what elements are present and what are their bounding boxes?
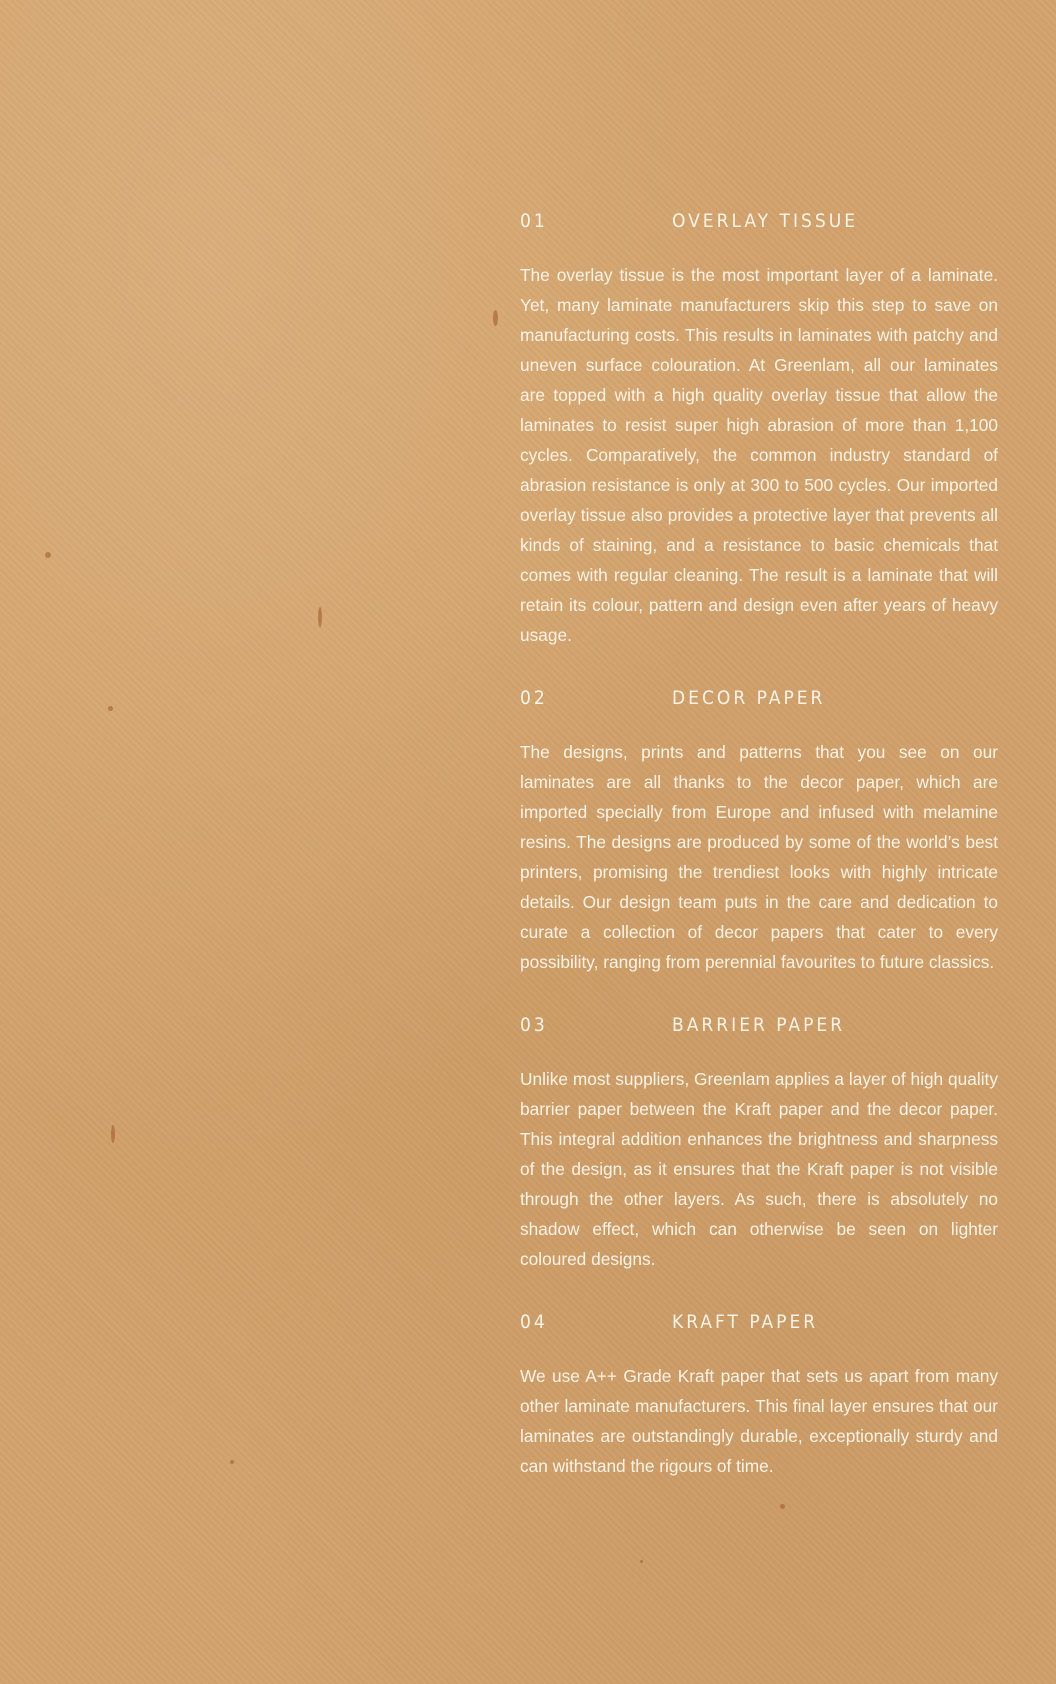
section-kraft-paper: [520, 1311, 998, 1481]
section-body: The designs, prints and patterns that you see on our laminates are all thanks to the decor paper, which are imported specially from Europe and infused with melamine resins. The designs are produced by some of the world’s best printers, promising the trendiest looks with highly intricate details. Our design team puts in the care and dedication to curate a collection of decor papers that cater to every possibility, ranging from perennial favourites to future classics.: [520, 742, 998, 972]
section-overlay-tissue: [520, 210, 998, 650]
section-title: OVERLAY TISSUE: [672, 210, 859, 232]
paper-speck: [111, 1125, 115, 1143]
section-number: 03: [520, 1014, 548, 1036]
paper-speck: [318, 607, 322, 627]
paper-speck: [640, 1560, 643, 1563]
section-body: Unlike most suppliers, Greenlam applies a layer of high quality barrier paper between the Kraft paper and the decor paper. This integral addition enhances the brightness and sharpness of the design, as it ensures that the Kraft paper is not visible through the other layers. As such, there is absolutely no shadow effect, which can otherwise be seen on lighter coloured designs.: [520, 1069, 998, 1269]
section-number: 04: [520, 1311, 548, 1333]
section-decor-paper: [520, 687, 998, 977]
section-number: 01: [520, 210, 548, 232]
paper-speck: [493, 310, 498, 326]
section-barrier-paper: [520, 1014, 998, 1274]
section-title: DECOR PAPER: [672, 687, 826, 709]
paper-speck: [230, 1460, 234, 1464]
paper-speck: [45, 552, 51, 558]
section-body: The overlay tissue is the most important layer of a laminate. Yet, many laminate manufacturers skip this step to save on manufacturing costs. This results in laminates with patchy and uneven surface colouration. At Greenlam, all our laminates are topped with a high quality overlay tissue that allow the laminates to resist super high abrasion of more than 1,100 cycles. Comparatively, the common industry standard of abrasion resistance is only at 300 to 500 cycles. Our imported overlay tissue also provides a protective layer that prevents all kinds of staining, and a resistance to basic chemicals that comes with regular cleaning. The result is a laminate that will retain its colour, pattern and design even after years of heavy usage.: [520, 265, 998, 645]
section-heading: [520, 687, 998, 715]
section-heading: [520, 1311, 998, 1339]
section-body: We use A++ Grade Kraft paper that sets us apart from many other laminate manufacturers. This final layer ensures that our laminates are outstandingly durable, exceptionally sturdy and can withstand the rigours of time.: [520, 1366, 998, 1476]
section-title: BARRIER PAPER: [672, 1014, 846, 1036]
section-number: 02: [520, 687, 548, 709]
section-heading: [520, 210, 998, 238]
section-title: KRAFT PAPER: [672, 1311, 819, 1333]
layers-description: [520, 210, 998, 1518]
paper-speck: [108, 706, 113, 711]
section-heading: [520, 1014, 998, 1042]
